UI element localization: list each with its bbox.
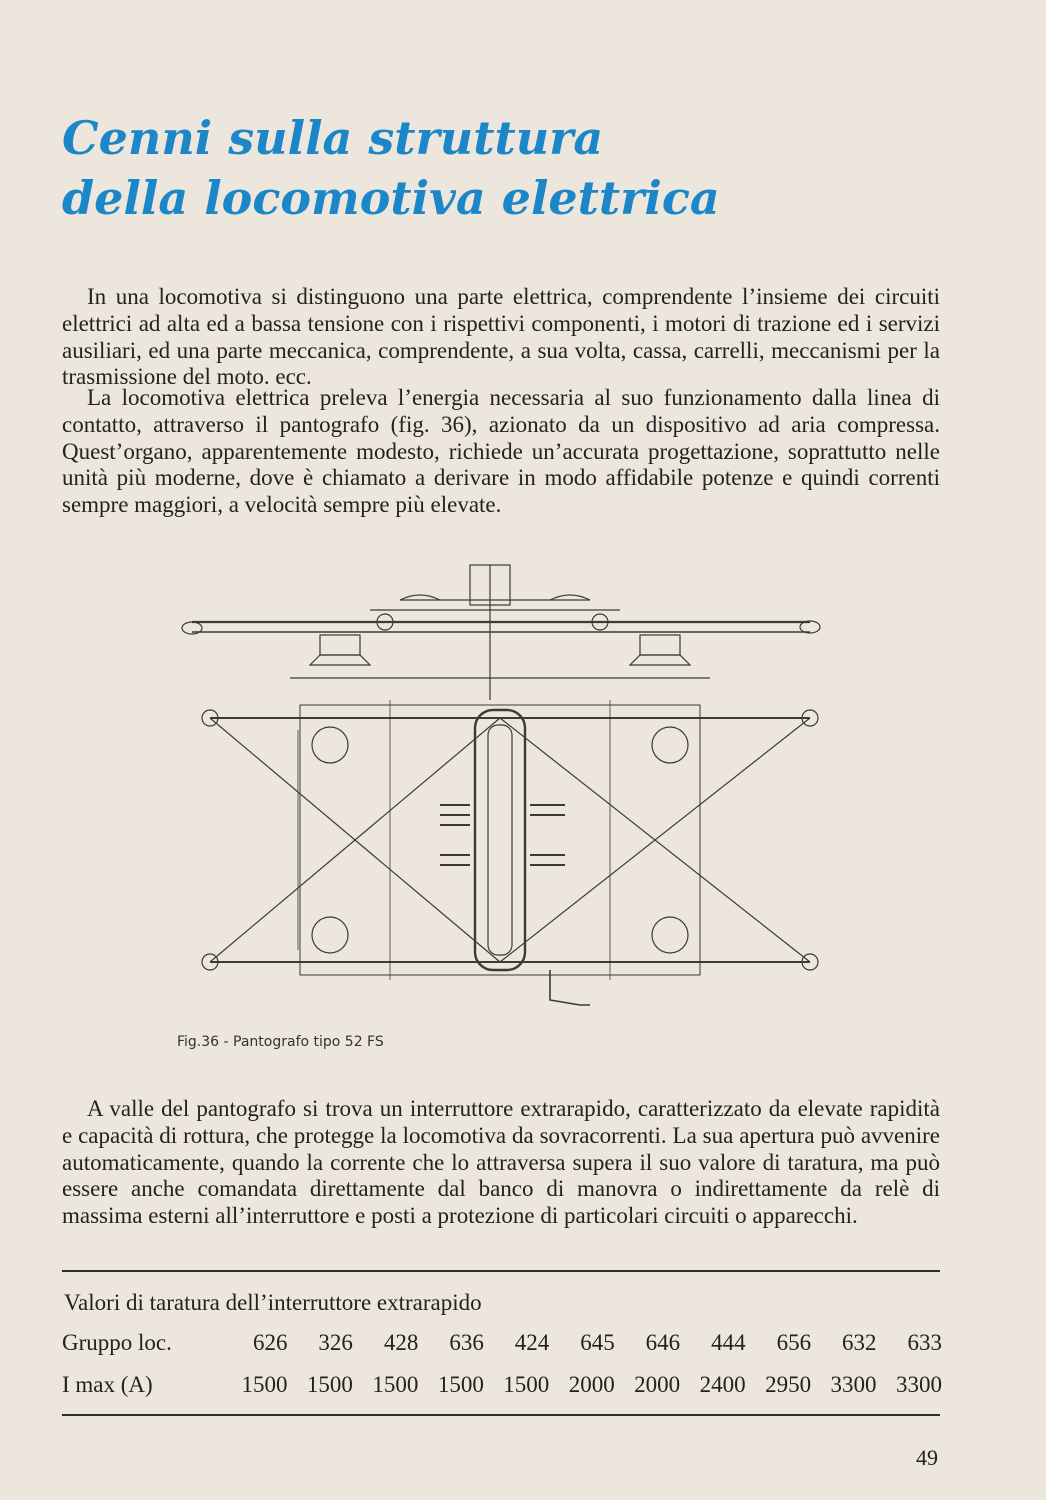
table-cell: 1500	[437, 1372, 484, 1397]
table-cell: 3300	[896, 1372, 942, 1397]
figure-caption: Fig.36 - Pantografo tipo 52 FS	[177, 1034, 384, 1050]
chapter-title-line-2: della locomotiva elettrica	[62, 171, 720, 225]
table-cell: 632	[842, 1330, 877, 1355]
table-cell: 424	[514, 1330, 550, 1355]
table-cell: 633	[907, 1330, 942, 1355]
table-cell: 1500	[503, 1372, 550, 1397]
paragraph-circuit-breaker: A valle del pantografo si trova un interruttore extrarapido, caratterizzato da elevate rapidità e capacità di rottura, che protegge la locomotiva da sovracorrenti. La sua apertura può avvenire automaticamente, quando la corrente che lo attraversa supera il suo valore di taratura, ma può essere anche comandata direttamente dal banco di manovra o indirettamente da relè di massima esterni all’interruttore e posti a protezione di particolari circuiti o apparecchi.	[62, 1096, 940, 1229]
table-row-imax	[62, 1364, 942, 1406]
chapter-title	[62, 108, 720, 228]
table-cell: 2400	[699, 1372, 746, 1397]
table-cell: 444	[711, 1330, 746, 1355]
pantograph-drawing	[170, 560, 830, 1030]
table-bottom-rule	[62, 1414, 940, 1416]
table-cell: 2950	[765, 1372, 812, 1397]
table-cell: 1500	[372, 1372, 419, 1397]
pantograph-elevation-view	[182, 565, 820, 700]
table-top-rule	[62, 1270, 940, 1272]
table-row-group	[62, 1322, 942, 1364]
table-cell: 636	[449, 1330, 484, 1355]
pantograph-plan-view	[202, 700, 818, 1005]
table-title: Valori di taratura dell’interruttore extrarapido	[64, 1290, 482, 1315]
table-cell: 656	[776, 1330, 812, 1355]
paragraph-intro: In una locomotiva si distinguono una parte elettrica, comprendente l’insieme dei circuiti elettrici ad alta ed a bassa tensione con i rispettivi componenti, i motori di trazione ed i servizi ausiliari, ed una parte meccanica, comprendente, a sua volta, cassa, carrelli, meccanismi per la trasmissione del moto. ecc.	[62, 284, 940, 390]
chapter-title-line-1: Cenni sulla struttura	[62, 111, 604, 165]
table-cell: 428	[383, 1330, 419, 1355]
paragraph-pantograph: La locomotiva elettrica preleva l’energia necessaria al suo funzionamento dalla linea di contatto, attraverso il pantografo (fig. 36), azionato da un dispositivo ad aria compressa. Quest’organo, apparentemente modesto, richiede un’accurata progettazione, soprattutto nelle unità più moderne, dove è chiamato a derivare in modo affidabile potenze e quindi correnti sempre maggiori, a velocità sempre più elevate.	[62, 385, 940, 518]
table-cell: 3300	[830, 1372, 877, 1397]
table-cell: 326	[318, 1330, 353, 1355]
table-cell: 646	[645, 1330, 681, 1355]
table-cell: 645	[580, 1330, 615, 1355]
table-cell: 1500	[306, 1372, 353, 1397]
table-cell: 626	[252, 1330, 288, 1355]
pantograph-figure	[170, 560, 830, 1030]
table-cell: 1500	[241, 1372, 288, 1397]
calibration-table	[62, 1322, 942, 1406]
row-label-group: Gruppo loc.	[62, 1330, 172, 1355]
table-cell: 2000	[634, 1372, 681, 1397]
row-label-imax: I max (A)	[62, 1372, 153, 1397]
page-number: 49	[916, 1445, 938, 1470]
table-cell: 2000	[568, 1372, 615, 1397]
